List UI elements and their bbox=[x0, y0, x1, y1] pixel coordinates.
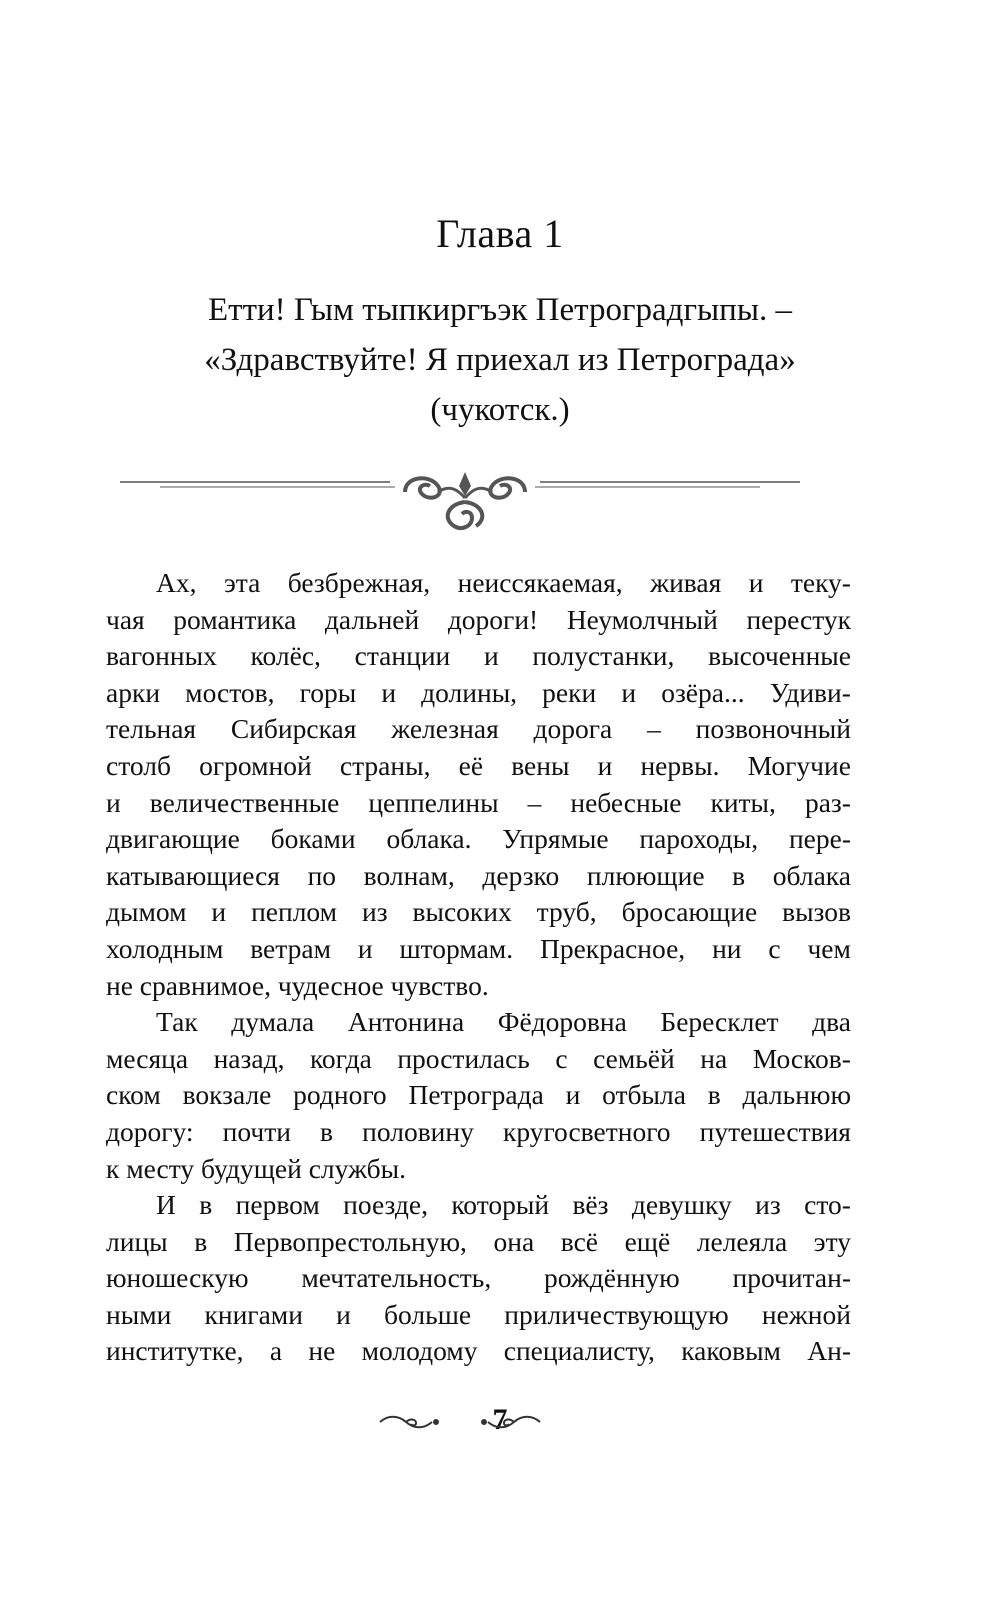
text-line: тельная Сибирская железная дорога – позвоночный bbox=[106, 713, 851, 745]
chapter-body bbox=[106, 565, 851, 1370]
text-line: дорогу: почти в половину кругосветного путешествия bbox=[106, 1115, 851, 1147]
floral-divider-icon bbox=[120, 468, 840, 538]
page-footer bbox=[0, 1393, 1000, 1443]
paragraph bbox=[106, 1004, 851, 1187]
chapter-title: Глава 1 bbox=[436, 211, 564, 256]
text-line: месяца назад, когда простилась с семьёй на Москов- bbox=[106, 1042, 851, 1074]
page-number: 7 bbox=[492, 1403, 508, 1436]
paragraph bbox=[106, 1187, 851, 1370]
epigraph bbox=[100, 285, 900, 435]
epigraph-line: «Здравствуйте! Я приехал из Петрограда» bbox=[204, 342, 796, 378]
text-line: холодным ветрам и штормам. Прекрасное, ни с чем bbox=[106, 932, 851, 964]
text-line: катывающиеся по волнам, дерзко плюющие в облака bbox=[106, 859, 851, 891]
text-line: И в первом поезде, который вёз девушку из сто- bbox=[156, 1189, 851, 1221]
text-line: не сравнимое, чудесное чувство. bbox=[106, 969, 489, 1001]
text-line: и величественные цеппелины – небесные киты, раз- bbox=[106, 786, 851, 818]
text-line: вагонных колёс, станции и полустанки, высоченные bbox=[106, 640, 851, 672]
epigraph-line: Етти! Гым тыпкиргъэк Петроградгыпы. – bbox=[207, 292, 792, 328]
text-line: лицы в Первопрестольную, она всё ещё лелеяла эту bbox=[106, 1225, 851, 1257]
text-line: ском вокзале родного Петрограда и отбыла в дальнюю bbox=[106, 1079, 851, 1111]
text-line: к месту будущей службы. bbox=[106, 1152, 406, 1184]
text-line: двигающие боками облака. Упрямые пароходы, пере- bbox=[106, 823, 851, 855]
text-line: юношескую мечтательность, рождённую прочитан- bbox=[106, 1262, 851, 1294]
text-line: столб огромной страны, её вены и нервы. Могучие bbox=[106, 749, 851, 781]
text-line: Так думала Антонина Фёдоровна Бересклет два bbox=[156, 1006, 851, 1038]
text-line: ными книгами и больше приличествующую нежной bbox=[106, 1298, 851, 1330]
text-line: Ах, эта безбрежная, неиссякаемая, живая и теку- bbox=[156, 567, 851, 598]
text-line: институтке, а не молодому специалисту, каковым Ан- bbox=[106, 1335, 851, 1367]
text-line: дымом и пеплом из высоких труб, бросающие вызов bbox=[106, 896, 851, 928]
scroll-flourish-right-icon bbox=[480, 1415, 542, 1429]
paragraph bbox=[106, 565, 851, 1004]
text-line: арки мостов, горы и долины, реки и озёра... Удиви- bbox=[106, 676, 851, 708]
text-line: чая романтика дальней дороги! Неумолчный перестук bbox=[106, 603, 851, 635]
epigraph-line: (чукотск.) bbox=[430, 392, 570, 428]
